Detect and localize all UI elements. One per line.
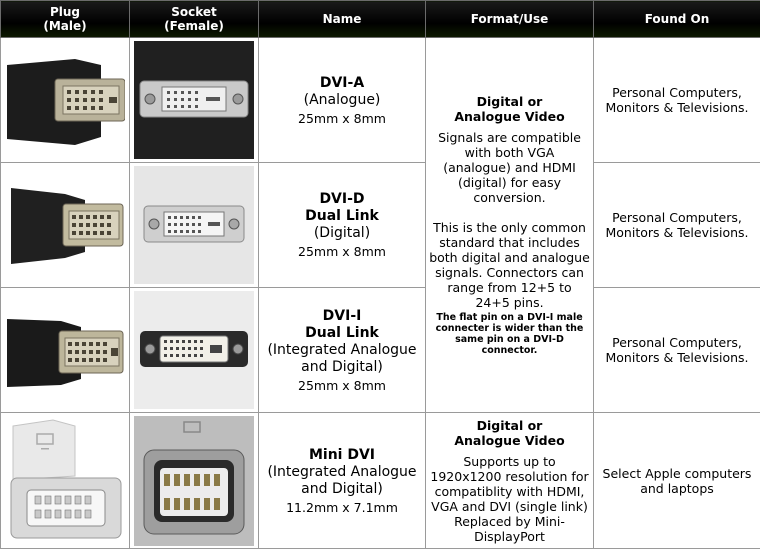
connector-name: DVI-D: [319, 191, 365, 207]
format-para2: This is the only common standard that includes both digital and analogue signals. Connectors can range from 12+5 to 24+5 pins.: [429, 220, 590, 310]
plug-cell: [1, 288, 130, 413]
format-title-line2: Analogue Video: [454, 109, 565, 124]
header-plug-line2: (Male): [43, 19, 87, 33]
socket-cell: [130, 288, 259, 413]
table-row: [1, 413, 760, 549]
dvi-plug-photo: [5, 166, 125, 284]
socket-cell: [130, 413, 259, 549]
name-cell: [259, 288, 426, 413]
format-title-line1: Digital or: [476, 417, 543, 433]
connector-name: Mini DVI: [308, 446, 376, 463]
connector-name-line2: Dual Link: [305, 324, 379, 341]
connector-dimensions: 11.2mm x 7.1mm: [286, 499, 398, 515]
dvi-plug-photo: [5, 41, 125, 159]
format-title-line2: Analogue Video: [454, 432, 565, 448]
format-cell: [426, 413, 594, 549]
header-socket-line1: Socket: [171, 5, 217, 19]
header-row: [1, 1, 760, 38]
connector-type: (Digital): [313, 225, 371, 241]
connector-type: (Integrated Analogue: [267, 341, 417, 358]
header-plug: [1, 1, 130, 38]
format-title: [429, 418, 590, 448]
dvi-plug-photo: [5, 291, 125, 409]
format-body: Supports up to 1920x1200 resolution for compatiblity with HDMI, VGA and DVI (single link) Replaced by Mini-DisplayPort: [430, 453, 589, 544]
header-format: Format/Use: [426, 1, 594, 38]
format-title: [429, 94, 590, 124]
dvi-socket-photo: [134, 41, 254, 159]
table-row: [1, 163, 760, 288]
mini-dvi-plug-photo: [5, 416, 125, 546]
socket-cell: [130, 38, 259, 163]
header-plug-line1: Plug: [49, 5, 81, 19]
header-name: Name: [259, 1, 426, 38]
plug-cell: [1, 163, 130, 288]
connector-dimensions: 25mm x 8mm: [298, 244, 386, 259]
found-cell: Personal Computers, Monitors & Televisions.: [594, 288, 760, 413]
format-cell-merged: [426, 38, 594, 413]
connector-type: (Analogue): [303, 91, 381, 108]
format-title-line1: Digital or: [476, 94, 543, 109]
mini-dvi-socket-photo: [134, 416, 254, 546]
connector-type-line2: and Digital): [301, 480, 383, 497]
connector-name-line2: Dual Link: [305, 208, 379, 224]
format-note: The flat pin on a DVI-I male connecter is wider than the same pin on a DVI-D connector.: [435, 312, 584, 356]
format-para1: Signals are compatible with both VGA (analogue) and HDMI (digital) for easy conversion.: [438, 130, 581, 205]
header-socket-line2: (Female): [164, 19, 224, 33]
header-found: Found On: [594, 1, 760, 38]
socket-cell: [130, 163, 259, 288]
name-cell: [259, 38, 426, 163]
connector-dimensions: 25mm x 8mm: [298, 110, 386, 126]
plug-cell: [1, 38, 130, 163]
plug-cell: [1, 413, 130, 549]
found-cell: Select Apple computers and laptops: [594, 413, 760, 549]
header-socket: [130, 1, 259, 38]
connector-type: (Integrated Analogue: [267, 463, 417, 480]
format-gap: [429, 205, 590, 220]
dvi-socket-photo: [134, 291, 254, 409]
connector-name: DVI-I: [322, 307, 362, 324]
table-row: [1, 38, 760, 163]
found-cell: Personal Computers, Monitors & Televisions.: [594, 163, 760, 288]
found-cell: Personal Computers, Monitors & Televisions.: [594, 38, 760, 163]
connector-dimensions: 25mm x 8mm: [298, 377, 386, 393]
table-row: [1, 288, 760, 413]
name-cell: [259, 413, 426, 549]
connector-type-line2: and Digital): [301, 358, 383, 375]
dvi-socket-photo: [134, 166, 254, 284]
connector-name: DVI-A: [319, 74, 365, 91]
name-cell: [259, 163, 426, 288]
